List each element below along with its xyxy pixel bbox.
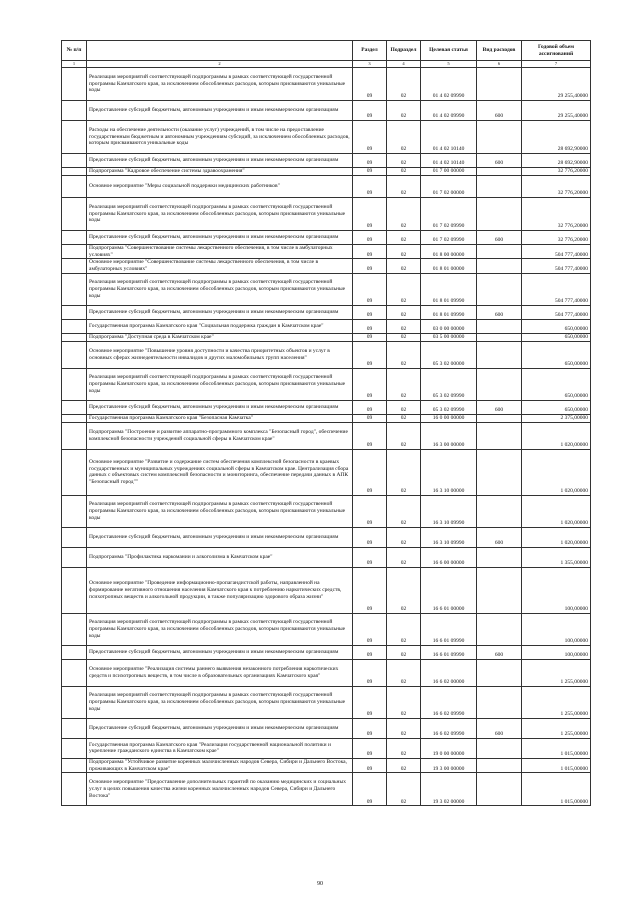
table-row <box>62 176 591 198</box>
budget-table <box>61 40 591 806</box>
row-vid <box>477 495 522 527</box>
row-number <box>62 245 87 259</box>
table-row <box>62 414 591 422</box>
row-razdel: 09 <box>353 198 387 231</box>
column-number: 5 <box>421 61 477 68</box>
row-vid: 600 <box>477 101 522 121</box>
row-podrazdel: 02 <box>387 718 421 738</box>
row-name: Основное мероприятие "Повышение уровня доступности и качества приоритетных объектов и услуг в основных сферах жизнедеятельности инвалидов и других маломобильных групп населения" <box>87 341 353 368</box>
row-target: 03 0 00 00000 <box>421 319 477 333</box>
row-vid <box>477 758 522 772</box>
table-row <box>62 231 591 245</box>
row-number <box>62 718 87 738</box>
table-row <box>62 121 591 154</box>
row-number <box>62 305 87 319</box>
row-podrazdel: 02 <box>387 168 421 176</box>
row-podrazdel: 02 <box>387 154 421 168</box>
row-vid <box>477 333 522 341</box>
row-name: Реализация мероприятий соответствующей подпрограммы в рамках соответствующей государственной программы Камчатского края, за исключением обособленных расходов, которым присваиваются уникальные коды <box>87 613 353 645</box>
row-razdel: 09 <box>353 231 387 245</box>
row-sum: 32 776,20000 <box>522 231 591 245</box>
row-razdel: 09 <box>353 738 387 758</box>
row-number <box>62 659 87 686</box>
row-name: Предоставление субсидий бюджетным, автономным учреждениям и иным некоммерческим организациям <box>87 154 353 168</box>
table-row <box>62 305 591 319</box>
row-vid <box>477 68 522 101</box>
row-sum: 504 777,40000 <box>522 245 591 259</box>
table-row <box>62 495 591 527</box>
table-row <box>62 319 591 333</box>
row-target: 16 6 02 00000 <box>421 659 477 686</box>
row-podrazdel: 02 <box>387 341 421 368</box>
row-number <box>62 333 87 341</box>
row-name: Реализация мероприятий соответствующей подпрограммы в рамках соответствующей государственной программы Камчатского края, за исключением обособленных расходов, которым присваиваются уникальные коды <box>87 368 353 400</box>
header-name <box>87 41 353 61</box>
row-number <box>62 449 87 495</box>
header-num: № п/п <box>62 41 87 61</box>
table-row <box>62 333 591 341</box>
column-number-row <box>62 61 591 68</box>
row-razdel: 09 <box>353 773 387 806</box>
row-number <box>62 231 87 245</box>
row-sum: 504 777,40000 <box>522 273 591 305</box>
row-name: Реализация мероприятий соответствующей подпрограммы в рамках соответствующей государственной программы Камчатского края, за исключением обособленных расходов, которым присваиваются уникальные коды <box>87 68 353 101</box>
table-row <box>62 449 591 495</box>
row-target: 01 4 02 09990 <box>421 101 477 121</box>
row-name: Основное мероприятие "Развитие и содержание систем обеспечения комплексной безопасности в краевых государственных и муниципальных учреждениях социальной сферы в Камчатском крае. Централизация сбора данных с объектовых систем комплексной безопасности и мониторинга, обеспечение передачи данных в АПК "Безопасный город"" <box>87 449 353 495</box>
row-vid: 600 <box>477 305 522 319</box>
row-target: 16 6 02 09990 <box>421 686 477 718</box>
row-razdel: 09 <box>353 121 387 154</box>
row-podrazdel: 02 <box>387 333 421 341</box>
header-vid: Вид расходов <box>477 41 522 61</box>
row-podrazdel: 02 <box>387 400 421 414</box>
row-target: 01 7 02 09990 <box>421 231 477 245</box>
row-vid <box>477 422 522 449</box>
row-number <box>62 176 87 198</box>
row-vid <box>477 341 522 368</box>
row-podrazdel: 02 <box>387 645 421 659</box>
row-sum: 1 355,00000 <box>522 547 591 567</box>
row-target: 01 7 00 00000 <box>421 168 477 176</box>
row-razdel: 09 <box>353 449 387 495</box>
table-row <box>62 718 591 738</box>
row-vid: 600 <box>477 154 522 168</box>
row-number <box>62 168 87 176</box>
column-number: 4 <box>387 61 421 68</box>
row-name: Основное мероприятие "Меры социальной поддержки медицинских работников" <box>87 176 353 198</box>
row-sum: 29 255,40000 <box>522 68 591 101</box>
header-sum: Годовой объем ассигнований <box>522 41 591 61</box>
row-vid <box>477 773 522 806</box>
row-name: Государственная программа Камчатского края "Безопасная Камчатка" <box>87 414 353 422</box>
table-row <box>62 567 591 613</box>
row-number <box>62 154 87 168</box>
row-name: Государственная программа Камчатского края "Социальная поддержка граждан в Камчатском крае" <box>87 319 353 333</box>
row-sum: 650,00000 <box>522 333 591 341</box>
row-number <box>62 121 87 154</box>
row-podrazdel: 02 <box>387 198 421 231</box>
table-row <box>62 422 591 449</box>
row-target: 16 6 02 09990 <box>421 718 477 738</box>
row-sum: 1 020,00000 <box>522 422 591 449</box>
row-number <box>62 738 87 758</box>
row-target: 01 7 02 00000 <box>421 176 477 198</box>
header-target: Целевая статья <box>421 41 477 61</box>
row-sum: 504 777,40000 <box>522 305 591 319</box>
row-razdel: 09 <box>353 527 387 547</box>
row-name: Предоставление субсидий бюджетным, автономным учреждениям и иным некоммерческим организациям <box>87 645 353 659</box>
row-sum: 32 776,20000 <box>522 176 591 198</box>
row-razdel: 09 <box>353 176 387 198</box>
row-podrazdel: 02 <box>387 121 421 154</box>
row-sum: 32 776,20000 <box>522 198 591 231</box>
row-number <box>62 645 87 659</box>
budget-table-sheet <box>61 40 590 806</box>
row-number <box>62 319 87 333</box>
row-podrazdel: 02 <box>387 245 421 259</box>
row-podrazdel: 02 <box>387 259 421 273</box>
row-target: 19 3 02 00000 <box>421 773 477 806</box>
row-razdel: 09 <box>353 495 387 527</box>
row-sum: 1 015,00000 <box>522 758 591 772</box>
row-name: Предоставление субсидий бюджетным, автономным учреждениям и иным некоммерческим организациям <box>87 101 353 121</box>
row-number <box>62 495 87 527</box>
row-target: 16 3 10 09990 <box>421 495 477 527</box>
row-target: 01 4 02 10140 <box>421 154 477 168</box>
row-name: Государственная программа Камчатского края "Реализация государственной национальной политики и укрепление гражданского единства в Камчатском крае" <box>87 738 353 758</box>
header-row <box>62 41 591 61</box>
row-sum: 1 020,00000 <box>522 449 591 495</box>
row-target: 19 0 00 00000 <box>421 738 477 758</box>
row-podrazdel: 02 <box>387 273 421 305</box>
row-name: Предоставление субсидий бюджетным, автономным учреждениям и иным некоммерческим организациям <box>87 400 353 414</box>
row-target: 01 8 00 00000 <box>421 245 477 259</box>
row-target: 16 6 00 00000 <box>421 547 477 567</box>
row-podrazdel: 02 <box>387 567 421 613</box>
row-number <box>62 368 87 400</box>
row-razdel: 09 <box>353 68 387 101</box>
row-vid: 600 <box>477 231 522 245</box>
row-razdel: 09 <box>353 400 387 414</box>
row-number <box>62 567 87 613</box>
row-vid <box>477 659 522 686</box>
row-vid <box>477 259 522 273</box>
row-sum: 32 776,20000 <box>522 168 591 176</box>
row-vid <box>477 319 522 333</box>
row-razdel: 09 <box>353 659 387 686</box>
table-row <box>62 101 591 121</box>
row-name: Предоставление субсидий бюджетным, автономным учреждениям и иным некоммерческим организациям <box>87 527 353 547</box>
row-sum: 100,00000 <box>522 645 591 659</box>
row-number <box>62 198 87 231</box>
row-razdel: 09 <box>353 168 387 176</box>
table-row <box>62 245 591 259</box>
table-row <box>62 645 591 659</box>
table-row <box>62 527 591 547</box>
row-sum: 1 015,00000 <box>522 773 591 806</box>
row-vid <box>477 121 522 154</box>
row-sum: 650,00000 <box>522 341 591 368</box>
row-target: 16 3 00 00000 <box>421 422 477 449</box>
row-target: 01 8 01 09990 <box>421 273 477 305</box>
row-target: 16 6 01 00000 <box>421 567 477 613</box>
row-number <box>62 414 87 422</box>
row-podrazdel: 02 <box>387 176 421 198</box>
row-razdel: 09 <box>353 645 387 659</box>
row-vid: 600 <box>477 527 522 547</box>
row-target: 01 4 02 10140 <box>421 121 477 154</box>
row-name: Подпрограмма "Профилактика наркомании и алкоголизма в Камчатском крае" <box>87 547 353 567</box>
row-sum: 1 020,00000 <box>522 495 591 527</box>
row-podrazdel: 02 <box>387 547 421 567</box>
row-podrazdel: 02 <box>387 758 421 772</box>
row-podrazdel: 02 <box>387 495 421 527</box>
row-sum: 1 255,00000 <box>522 659 591 686</box>
row-number <box>62 68 87 101</box>
table-row <box>62 686 591 718</box>
row-target: 16 3 10 00000 <box>421 449 477 495</box>
row-target: 16 3 10 09990 <box>421 527 477 547</box>
row-name: Основное мероприятие "Реализация системы раннего выявления незаконного потребления наркотических средств и психотропных веществ, в том числе в образовательных организациях Камчатского края" <box>87 659 353 686</box>
row-target: 05 3 02 09990 <box>421 368 477 400</box>
row-name: Подпрограмма "Доступная среда в Камчатском крае" <box>87 333 353 341</box>
row-target: 16 0 00 00000 <box>421 414 477 422</box>
table-row <box>62 168 591 176</box>
row-razdel: 09 <box>353 259 387 273</box>
row-target: 19 3 00 00000 <box>421 758 477 772</box>
row-razdel: 09 <box>353 718 387 738</box>
row-razdel: 09 <box>353 567 387 613</box>
row-podrazdel: 02 <box>387 527 421 547</box>
row-sum: 28 692,90000 <box>522 154 591 168</box>
row-number <box>62 101 87 121</box>
row-razdel: 09 <box>353 245 387 259</box>
row-sum: 650,00000 <box>522 400 591 414</box>
row-podrazdel: 02 <box>387 686 421 718</box>
row-podrazdel: 02 <box>387 738 421 758</box>
row-name: Реализация мероприятий соответствующей подпрограммы в рамках соответствующей государственной программы Камчатского края, за исключением обособленных расходов, которым присваиваются уникальные коды <box>87 273 353 305</box>
table-row <box>62 758 591 772</box>
row-vid <box>477 547 522 567</box>
row-name: Подпрограмма "Построение и развитие аппаратно-программного комплекса "Безопасный город", обеспечение комплексной безопасности учреждений социальной сферы в Камчатском крае" <box>87 422 353 449</box>
row-number <box>62 259 87 273</box>
table-row <box>62 341 591 368</box>
table-row <box>62 154 591 168</box>
row-podrazdel: 02 <box>387 414 421 422</box>
row-target: 01 8 01 00000 <box>421 259 477 273</box>
row-vid <box>477 738 522 758</box>
row-target: 01 8 01 09990 <box>421 305 477 319</box>
row-razdel: 09 <box>353 613 387 645</box>
row-podrazdel: 02 <box>387 101 421 121</box>
row-sum: 28 692,90000 <box>522 121 591 154</box>
row-razdel: 09 <box>353 273 387 305</box>
table-row <box>62 400 591 414</box>
row-sum: 1 255,00000 <box>522 686 591 718</box>
row-name: Предоставление субсидий бюджетным, автономным учреждениям и иным некоммерческим организациям <box>87 231 353 245</box>
column-number: 2 <box>87 61 353 68</box>
row-razdel: 09 <box>353 333 387 341</box>
row-vid <box>477 414 522 422</box>
row-target: 05 3 02 00000 <box>421 341 477 368</box>
row-name: Подпрограмма "Кадровое обеспечение системы здравоохранения" <box>87 168 353 176</box>
row-podrazdel: 02 <box>387 68 421 101</box>
row-sum: 650,00000 <box>522 319 591 333</box>
row-podrazdel: 02 <box>387 449 421 495</box>
table-row <box>62 68 591 101</box>
row-sum: 100,00000 <box>522 613 591 645</box>
row-number <box>62 773 87 806</box>
row-razdel: 09 <box>353 101 387 121</box>
row-number <box>62 758 87 772</box>
row-razdel: 09 <box>353 341 387 368</box>
row-number <box>62 547 87 567</box>
column-number: 6 <box>477 61 522 68</box>
row-razdel: 09 <box>353 305 387 319</box>
row-number <box>62 422 87 449</box>
row-vid <box>477 449 522 495</box>
table-row <box>62 259 591 273</box>
row-podrazdel: 02 <box>387 773 421 806</box>
column-number: 7 <box>522 61 591 68</box>
column-number: 3 <box>353 61 387 68</box>
row-sum: 2 375,00000 <box>522 414 591 422</box>
row-podrazdel: 02 <box>387 613 421 645</box>
row-number <box>62 400 87 414</box>
table-row <box>62 273 591 305</box>
row-vid: 600 <box>477 400 522 414</box>
row-razdel: 09 <box>353 547 387 567</box>
row-sum: 1 015,00000 <box>522 738 591 758</box>
row-razdel: 09 <box>353 368 387 400</box>
row-number <box>62 273 87 305</box>
row-sum: 504 777,40000 <box>522 259 591 273</box>
row-vid: 600 <box>477 718 522 738</box>
row-name: Предоставление субсидий бюджетным, автономным учреждениям и иным некоммерческим организациям <box>87 718 353 738</box>
row-name: Предоставление субсидий бюджетным, автономным учреждениям и иным некоммерческим организациям <box>87 305 353 319</box>
row-name: Расходы на обеспечение деятельности (оказание услуг) учреждений, в том числе на предоставление государственным бюджетным и автономным учреждениям субсидий, за исключением обособленных расходов, которым присваиваются уникальные коды <box>87 121 353 154</box>
row-vid <box>477 168 522 176</box>
row-target: 03 5 00 00000 <box>421 333 477 341</box>
row-name: Основное мероприятие "Проведение информационно-пропагандистской работы, направленной на формирование негативного отношения населения Камчатского края к потреблению наркотических средств, психотропных веществ и алкогольной продукции, в также популяризацию здорового образа жизни" <box>87 567 353 613</box>
table-row <box>62 613 591 645</box>
row-name: Реализация мероприятий соответствующей подпрограммы в рамках соответствующей государственной программы Камчатского края, за исключением обособленных расходов, которым присваиваются уникальные коды <box>87 495 353 527</box>
row-razdel: 09 <box>353 319 387 333</box>
row-name: Основное мероприятие "Предоставление дополнительных гарантий по оказанию медицинских и социальных услуг в целях повышения качества жизни коренных малочисленных народов Севера, Сибири и Дальнего Востока" <box>87 773 353 806</box>
table-row <box>62 738 591 758</box>
row-target: 01 4 02 09990 <box>421 68 477 101</box>
row-number <box>62 686 87 718</box>
row-podrazdel: 02 <box>387 422 421 449</box>
row-target: 16 6 01 09990 <box>421 613 477 645</box>
row-podrazdel: 02 <box>387 368 421 400</box>
row-vid <box>477 245 522 259</box>
row-razdel: 09 <box>353 154 387 168</box>
page-number: 90 <box>317 881 323 887</box>
row-name: Реализация мероприятий соответствующей подпрограммы в рамках соответствующей государственной программы Камчатского края, за исключением обособленных расходов, которым присваиваются уникальные коды <box>87 686 353 718</box>
row-razdel: 09 <box>353 414 387 422</box>
table-row <box>62 368 591 400</box>
row-razdel: 09 <box>353 686 387 718</box>
row-target: 16 6 01 09990 <box>421 645 477 659</box>
row-name: Подпрограмма "Совершенствование системы лекарственного обеспечения, в том числе в амбулаторных условиях" <box>87 245 353 259</box>
row-sum: 29 255,40000 <box>522 101 591 121</box>
row-vid <box>477 613 522 645</box>
row-target: 05 3 02 09990 <box>421 400 477 414</box>
row-name: Подпрограмма "Устойчивое развитие коренных малочисленных народов Севера, Сибири и Дальнего Востока, проживающих в Камчатском крае" <box>87 758 353 772</box>
row-vid <box>477 176 522 198</box>
row-vid <box>477 567 522 613</box>
row-vid <box>477 368 522 400</box>
table-row <box>62 659 591 686</box>
row-sum: 650,00000 <box>522 368 591 400</box>
table-row <box>62 547 591 567</box>
table-body <box>62 68 591 806</box>
row-vid <box>477 686 522 718</box>
row-sum: 100,00000 <box>522 567 591 613</box>
header-podrazdel: Подраздел <box>387 41 421 61</box>
row-sum: 1 255,00000 <box>522 718 591 738</box>
row-target: 01 7 02 09990 <box>421 198 477 231</box>
header-razdel: Раздел <box>353 41 387 61</box>
table-row <box>62 773 591 806</box>
column-number: 1 <box>62 61 87 68</box>
row-podrazdel: 02 <box>387 305 421 319</box>
row-vid <box>477 198 522 231</box>
row-number <box>62 527 87 547</box>
row-vid: 600 <box>477 645 522 659</box>
row-number <box>62 613 87 645</box>
row-name: Основное мероприятие "Совершенствование системы лекарственного обеспечения, в том числе в амбулаторных условиях" <box>87 259 353 273</box>
table-row <box>62 198 591 231</box>
row-sum: 1 020,00000 <box>522 527 591 547</box>
row-name: Реализация мероприятий соответствующей подпрограммы в рамках соответствующей государственной программы Камчатского края, за исключением обособленных расходов, которым присваиваются уникальные коды <box>87 198 353 231</box>
row-podrazdel: 02 <box>387 231 421 245</box>
row-number <box>62 341 87 368</box>
row-podrazdel: 02 <box>387 319 421 333</box>
row-razdel: 09 <box>353 758 387 772</box>
row-vid <box>477 273 522 305</box>
row-razdel: 09 <box>353 422 387 449</box>
row-podrazdel: 02 <box>387 659 421 686</box>
